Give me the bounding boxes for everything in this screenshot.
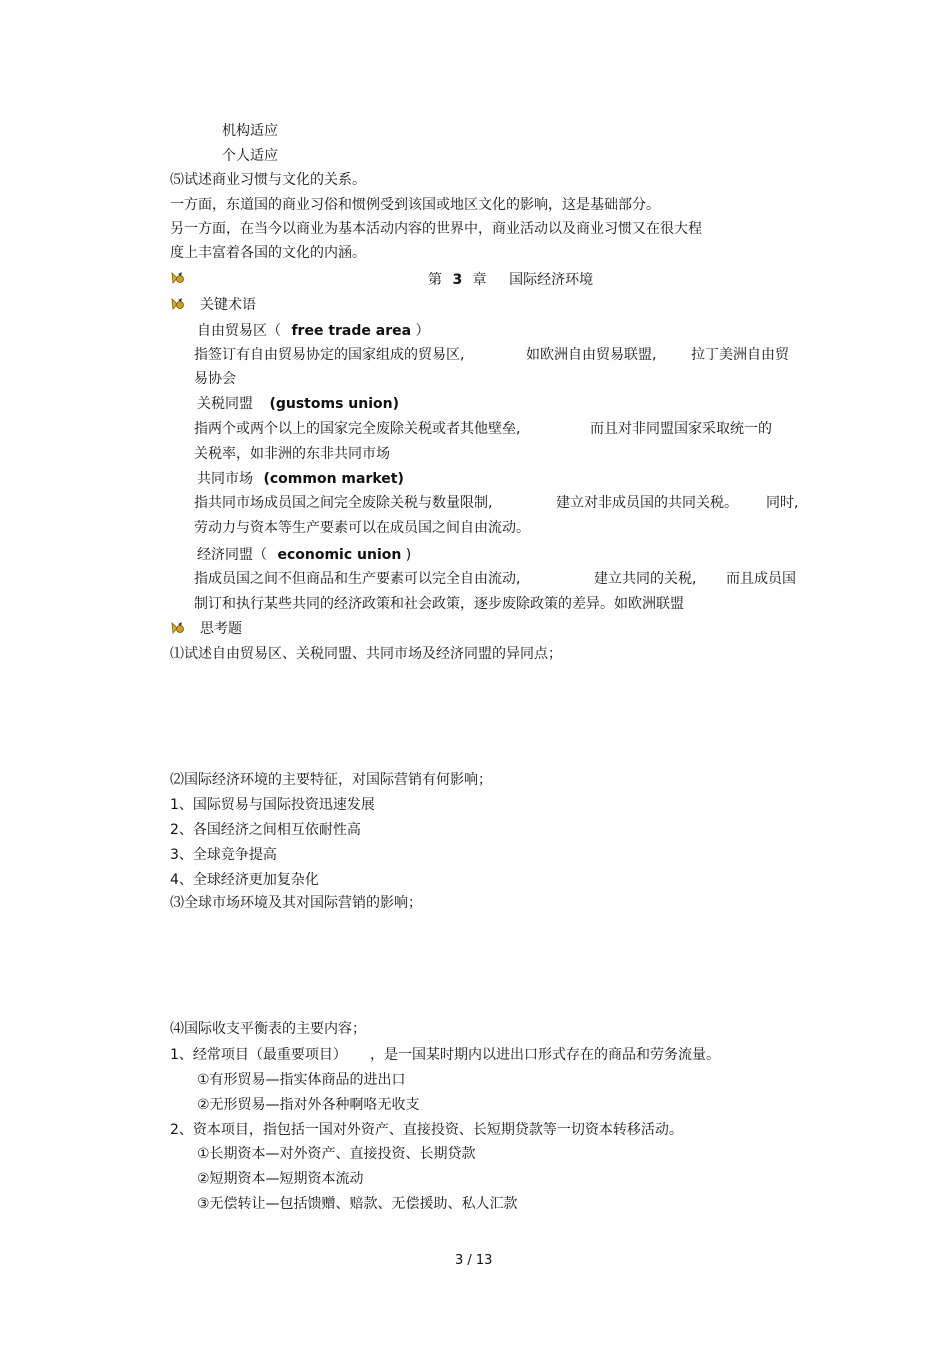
question-2: ⑵国际经济环境的主要特征，对国际营销有何影响； xyxy=(170,772,492,788)
list-item: 1、国际贸易与国际投资迅速发展 xyxy=(170,797,375,813)
answer-line: 另一方面，在当今以商业为基本活动内容的世界中，商业活动以及商业习惯又在很大程 xyxy=(170,221,702,237)
term-economic-union xyxy=(197,546,411,564)
questions-heading: 思考题 xyxy=(200,621,242,637)
definition-line: 易协会 xyxy=(194,371,236,387)
term-close: ） xyxy=(415,323,430,339)
list-item: 2、各国经济之间相互依耐性高 xyxy=(170,822,361,838)
key-terms-heading: 关键术语 xyxy=(200,297,256,313)
sub-item: ③无偿转让—包括馈赠、赔款、无偿援助、私人汇款 xyxy=(197,1196,518,1212)
definition-line: 指签订有自由贸易协定的国家组成的贸易区, xyxy=(194,347,465,363)
term-cn: 关税同盟 xyxy=(197,396,253,412)
question-3: ⑶全球市场环境及其对国际营销的影响； xyxy=(170,895,422,911)
chapter-heading xyxy=(428,271,593,289)
line-personal-adaptation: 个人适应 xyxy=(222,148,278,164)
chapter-prefix: 第 xyxy=(428,272,442,288)
definition-line: 指共同市场成员国之间完全废除关税与数量限制, xyxy=(194,495,493,511)
term-common-market xyxy=(197,470,404,488)
question-1: ⑴试述自由贸易区、关税同盟、共同市场及经济同盟的异同点； xyxy=(170,646,562,662)
term-close: ) xyxy=(405,547,412,563)
answer-line: 一方面，东道国的商业习俗和惯例受到该国或地区文化的影响，这是基础部分。 xyxy=(170,197,660,213)
definition-line: 拉丁美洲自由贸 xyxy=(691,347,789,363)
chapter-title: 国际经济环境 xyxy=(509,272,594,288)
page-number: 3 / 13 xyxy=(455,1253,493,1268)
term-en: free trade area xyxy=(291,323,412,339)
definition-line: 建立对非成员国的共同关税。 xyxy=(556,495,738,511)
definition-line: 如欧洲自由贸易联盟, xyxy=(526,347,657,363)
term-customs-union xyxy=(197,395,399,413)
list-item: 2、资本项目，指包括一国对外资产、直接投资、长短期贷款等一切资本转移活动。 xyxy=(170,1122,683,1138)
chapter-suffix: 章 xyxy=(472,272,487,288)
term-cn: 自由贸易区（ xyxy=(197,323,281,339)
question-4: ⑷国际收支平衡表的主要内容； xyxy=(170,1021,366,1037)
term-free-trade-area xyxy=(197,322,430,340)
definition-line: 而且对非同盟国家采取统一的 xyxy=(590,421,772,437)
chapter-number: 3 xyxy=(452,272,463,288)
list-item: ，是一国某时期内以进出口形式存在的商品和劳务流量。 xyxy=(370,1047,720,1063)
definition-line: 而且成员国 xyxy=(726,571,796,587)
definition-line: 指两个或两个以上的国家完全废除关税或者其他壁垒, xyxy=(194,421,521,437)
sub-item: ②无形贸易—指对外各种啊咯无收支 xyxy=(197,1097,420,1113)
list-item: 1、经常项目（最重要项目） xyxy=(170,1047,347,1063)
line-institutional-adaptation: 机构适应 xyxy=(222,123,278,139)
list-item: 3、全球竞争提高 xyxy=(170,847,277,863)
term-cn: 共同市场 xyxy=(197,471,253,487)
term-en: (gustoms union) xyxy=(269,396,399,412)
sub-item: ①有形贸易—指实体商品的进出口 xyxy=(197,1072,406,1088)
definition-line: 制订和执行某些共同的经济政策和社会政策，逐步废除政策的差异。如欧洲联盟 xyxy=(194,596,684,612)
definition-line: 同时, xyxy=(766,495,799,511)
definition-line: 指成员国之间不但商品和生产要素可以完全自由流动, xyxy=(194,571,521,587)
list-item: 4、全球经济更加复杂化 xyxy=(170,872,319,888)
definition-line: 关税率，如非洲的东非共同市场 xyxy=(194,446,390,462)
definition-line: 建立共同的关税, xyxy=(594,571,697,587)
sub-item: ①长期资本—对外资产、直接投资、长期贷款 xyxy=(197,1146,476,1162)
ornament-bullet-icon xyxy=(170,620,186,636)
ornament-bullet-icon xyxy=(170,296,186,312)
term-cn: 经济同盟（ xyxy=(197,547,267,563)
answer-line: 度上丰富着各国的文化的内涵。 xyxy=(170,245,366,261)
sub-item: ②短期资本—短期资本流动 xyxy=(197,1171,364,1187)
term-en: (common market) xyxy=(263,471,404,487)
definition-line: 劳动力与资本等生产要素可以在成员国之间自由流动。 xyxy=(194,520,530,536)
term-en: economic union xyxy=(277,547,402,563)
question-5: ⑸试述商业习惯与文化的关系。 xyxy=(170,172,366,188)
ornament-bullet-icon xyxy=(170,270,186,286)
